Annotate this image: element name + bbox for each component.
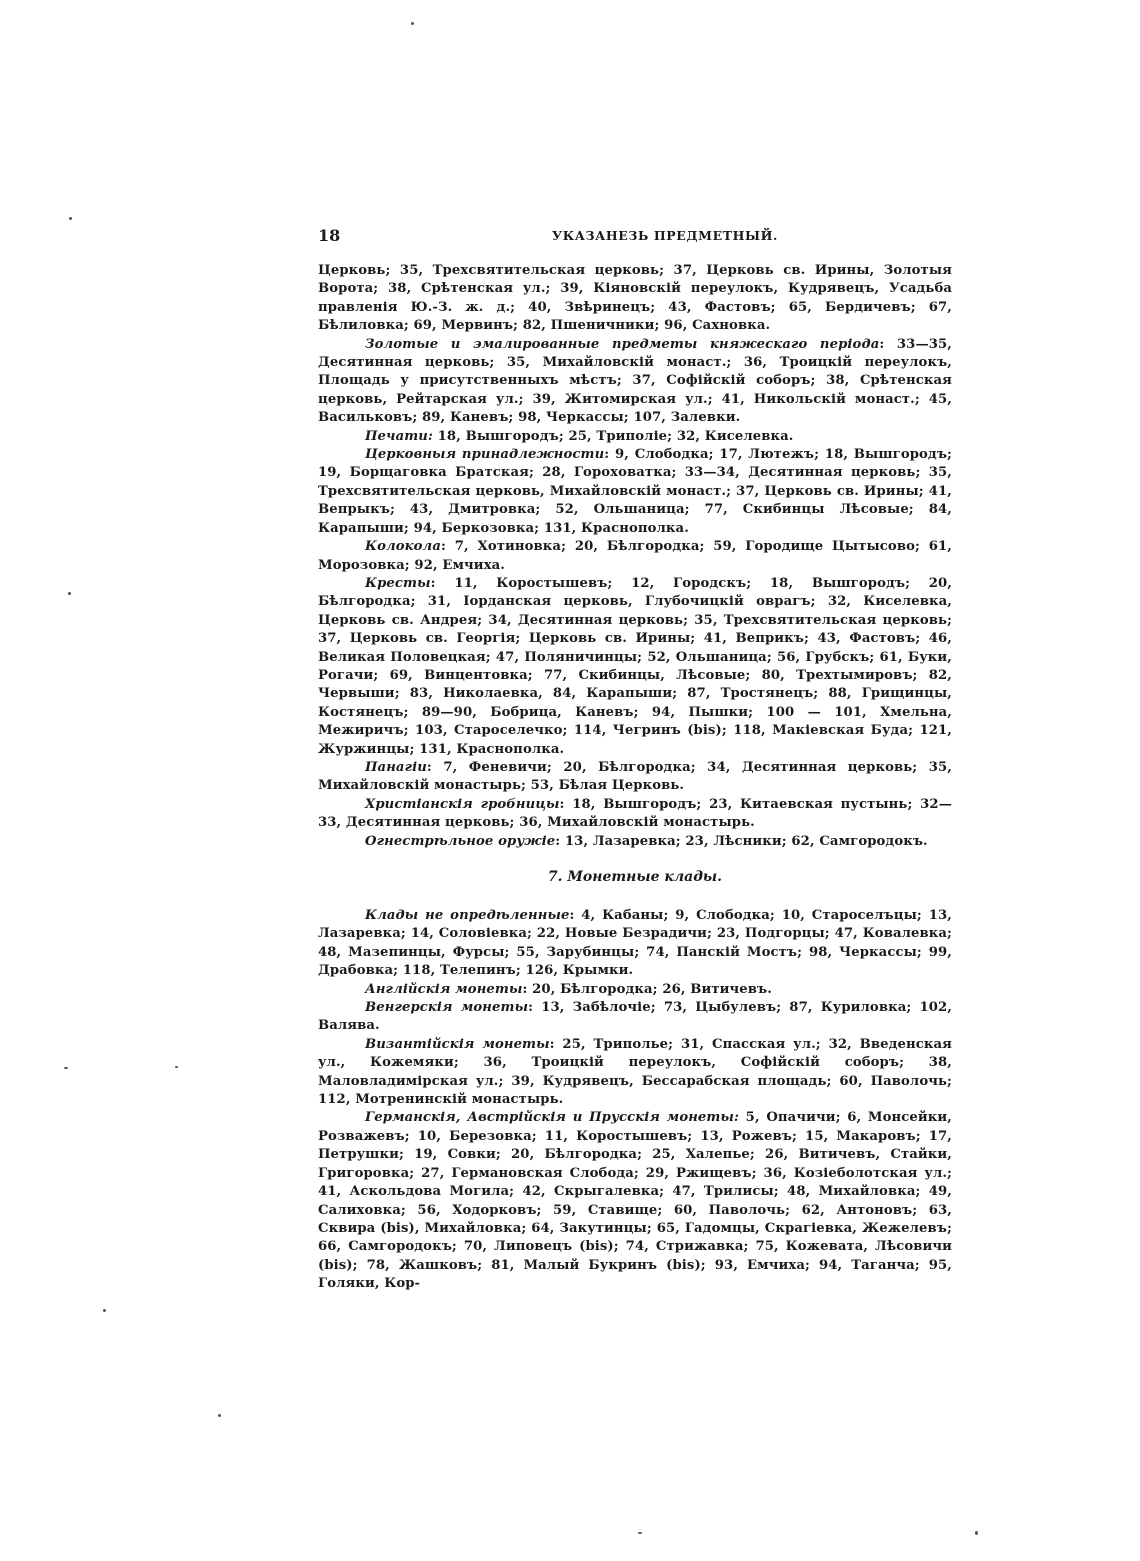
- scan-speck: [103, 1309, 106, 1312]
- entry-text: 13, Забѣлочіе; 73, Цыбулевъ; 87, Куриловка; 102, Валява.: [318, 1000, 952, 1034]
- index-entry: [318, 336, 952, 428]
- index-entries: [318, 336, 952, 851]
- index-entry: [318, 575, 952, 759]
- entry-term: Огнестрѣльное оружіе: [365, 833, 556, 849]
- entry-term: Христіанскія гробницы: [365, 796, 560, 812]
- page-header: [318, 226, 952, 248]
- index-entry: [318, 796, 952, 833]
- entry-term: Печати:: [365, 428, 433, 444]
- entry-term: Церковныя принадлежности: [365, 447, 605, 463]
- entry-text: 18, Вышгородъ; 23, Китаевская пустынь; 32—33, Десятинная церковь; 36, Михайловскій монастырь.: [318, 796, 952, 831]
- index-entry: [318, 999, 952, 1036]
- entry-separator: :: [549, 1036, 563, 1052]
- entry-separator: :: [559, 796, 573, 812]
- entry-separator: :: [440, 539, 455, 555]
- scan-speck: [64, 1067, 68, 1069]
- entry-term: Золотые и эмалированные предметы княжескаго періода: [365, 336, 880, 352]
- entry-term: Венгерскія монеты: [365, 1000, 529, 1016]
- entry-term: Германскія, Австрійскія и Прусскія монеты:: [365, 1110, 739, 1126]
- entry-text: 4, Кабаны; 9, Слободка; 10, Староселъцы; 13, Лазаревка; 14, Соловіевка; 22, Новые Безрадичи; 23, Подгорцы; 47, Ковалевка; 48, Мазепинцы, Фурсы; 55, Зарубинцы; 74, Панскій Мостъ; 98, Черкассы; 99, Драбовка; 118, Телепинъ; 126, Крымки.: [318, 908, 952, 979]
- index-entry: [318, 446, 952, 538]
- entry-text: 7, Феневичи; 20, Бѣлгородка; 34, Десятинная церковь; 35, Михайловскій монастырь; 53, Бѣлая Церковь.: [318, 759, 952, 794]
- index-entry: [318, 981, 952, 999]
- continuation-paragraph: Церковь; 35, Трехсвятительская церковь; 37, Церковь св. Ирины, Золотыя Ворота; 38, Срѣтенская ул.; 39, Кіяновскій переулокъ, Кудрявецъ, Усадьба правленія Ю.-З. ж. д.; 40, Звѣринецъ; 43, Фастовъ; 65, Бердичевъ; 67, Бѣлиловка; 69, Мервинъ; 82, Пшеничники; 96, Сахновка.: [318, 263, 952, 334]
- entry-separator: :: [604, 447, 616, 463]
- entry-term: Англійскія монеты: [365, 981, 523, 997]
- scan-speck: [68, 592, 71, 595]
- entry-text: 33—35, Десятинная церковь; 35, Михайловскій монаст.; 36, Троицкій переулокъ, Площадь у присутственныхъ мѣстъ; 37, Софійскій соборъ; 38, Срѣтенская церковь, Рейтарская ул.; 39, Житомирская ул.; 41, Никольскій монаст.; 45, Васильковъ; 89, Каневъ; 98, Черкассы; 107, Залевки.: [318, 336, 952, 426]
- index-entry: [318, 759, 952, 796]
- entry-separator: :: [528, 1000, 542, 1016]
- entry-text: 9, Слободка; 17, Лютежъ; 18, Вышгородъ; 19, Борщаговка Братская; 28, Гороховатка; 33—34, Десятинная церковь; 35, Трехсвятительская церковь, Михайловскій монаст.; 37, Церковь св. Ирины; 41, Вепрыкъ; 43, Дмитровка; 52, Ольшаница; 77, Скибинцы Лѣсовые; 84, Карапыши; 94, Беркозовка; 131, Краснополка.: [318, 447, 953, 536]
- entry-text: 7, Хотиновка; 20, Бѣлгородка; 59, Городище Цытысово; 61, Морозовка; 92, Емчиха.: [318, 539, 952, 573]
- entry-text: 18, Вышгородъ; 25, Триполіе; 32, Киселевка.: [437, 428, 794, 444]
- entry-text: 20, Бѣлгородка; 26, Витичевъ.: [532, 981, 772, 997]
- entry-text: 25, Триполье; 31, Спасская ул.; 32, Введенская ул., Кожемяки; 36, Троицкій переулокъ, Софійскій соборъ; 38, Маловладимірская ул.; 39, Кудрявецъ, Бессарабская площадь; 60, Паволочь; 112, Мотренинскій монастырь.: [318, 1036, 952, 1108]
- scan-speck: [175, 1066, 178, 1068]
- entry-text: 13, Лазаревка; 23, Лѣсники; 62, Самгородокъ.: [564, 833, 928, 849]
- entry-separator: :: [426, 759, 444, 775]
- entry-term: Клады не опредѣленные: [365, 908, 570, 923]
- entry-text: 5, Опачичи; 6, Монсейки, Розважевъ; 10, Березовка; 11, Коростышевъ; 13, Рожевъ; 15, Макаровъ; 17, Петрушки; 19, Совки; 20, Бѣлгородка; 25, Халепье; 26, Витичевъ, Стайки, Григоровка; 27, Германовская Слобода; 29, Ржищевъ; 36, Козіеболотская ул.; 41, Аскольдова Могила; 42, Скрыгалевка; 47, Трилисы; 48, Михайловка; 49, Салиховка; 56, Ходорковъ; 59, Ставище; 60, Паволочь; 62, Антоновъ; 63, Сквира (bis), Михайловка; 64, Закутинцы; 65, Гадомцы, Скрагіевка, Жежелевъ; 66, Самгородокъ; 70, Липовецъ (bis); 74, Стрижавка; 75, Кожевата, Лѣсовичи (bis); 78, Жашковъ; 81, Малый Букринъ (bis); 93, Емчиха; 94, Таганча; 95, Голяки, Кор-: [318, 1110, 952, 1292]
- entry-separator: :: [522, 981, 533, 997]
- index-entry: [318, 1036, 952, 1110]
- section-entries: [318, 907, 952, 1294]
- index-entry: [318, 428, 952, 446]
- index-entry: [318, 538, 952, 575]
- scan-speck: [638, 1532, 642, 1534]
- page-number: 18: [318, 226, 341, 245]
- entry-text: 11, Коростышевъ; 12, Городскъ; 18, Вышгородъ; 20, Бѣлгородка; 31, Іорданская церковь, Глубочицкій оврагъ; 32, Киселевка, Церковь св. Андрея; 34, Десятинная церковь; 35, Трехсвятительская церковь; 37, Церковь св. Георгія; Церковь св. Ирины; 41, Веприкъ; 43, Фастовъ; 46, Великая Половецкая; 47, Поляничинцы; 52, Ольшаница; 56, Грубскъ; 61, Буки, Рогачи; 69, Винцентовка; 77, Скибинцы, Лѣсовые; 80, Трехтымировъ; 82, Червыши; 83, Николаевка, 84, Карапыши; 87, Тростянецъ; 88, Грищинцы, Костянецъ; 89—90, Бобрица, Каневъ; 94, Пышки; 100 — 101, Хмельна, Межиричъ; 103, Староселечко; 114, Чегринъ (bis); 118, Макіевская Буда; 121, Журжинцы; 131, Краснополка.: [318, 575, 953, 757]
- scan-speck: [69, 217, 72, 220]
- entry-term: Кресты: [365, 575, 431, 591]
- scan-speck: [218, 1414, 221, 1417]
- scan-speck: [975, 1531, 978, 1535]
- index-entry: [318, 1109, 952, 1293]
- scan-speck: [411, 22, 414, 25]
- entry-separator: :: [879, 336, 897, 352]
- entry-term: Колокола: [365, 539, 441, 555]
- entry-separator: :: [555, 833, 565, 849]
- running-title: УКАЗАНЕЗЬ ПРЕДМЕТНЫЙ.: [551, 228, 778, 243]
- entry-term: Византійскія монеты: [365, 1036, 550, 1052]
- index-entry: [318, 833, 952, 851]
- index-entry: [318, 907, 952, 981]
- page-body: [318, 226, 952, 1294]
- entry-separator: :: [430, 575, 455, 591]
- entry-term: Панагіи: [365, 759, 427, 775]
- entry-separator: :: [569, 908, 582, 923]
- entry-separator: [739, 1110, 746, 1125]
- section-heading: 7. Монетные клады.: [547, 869, 723, 885]
